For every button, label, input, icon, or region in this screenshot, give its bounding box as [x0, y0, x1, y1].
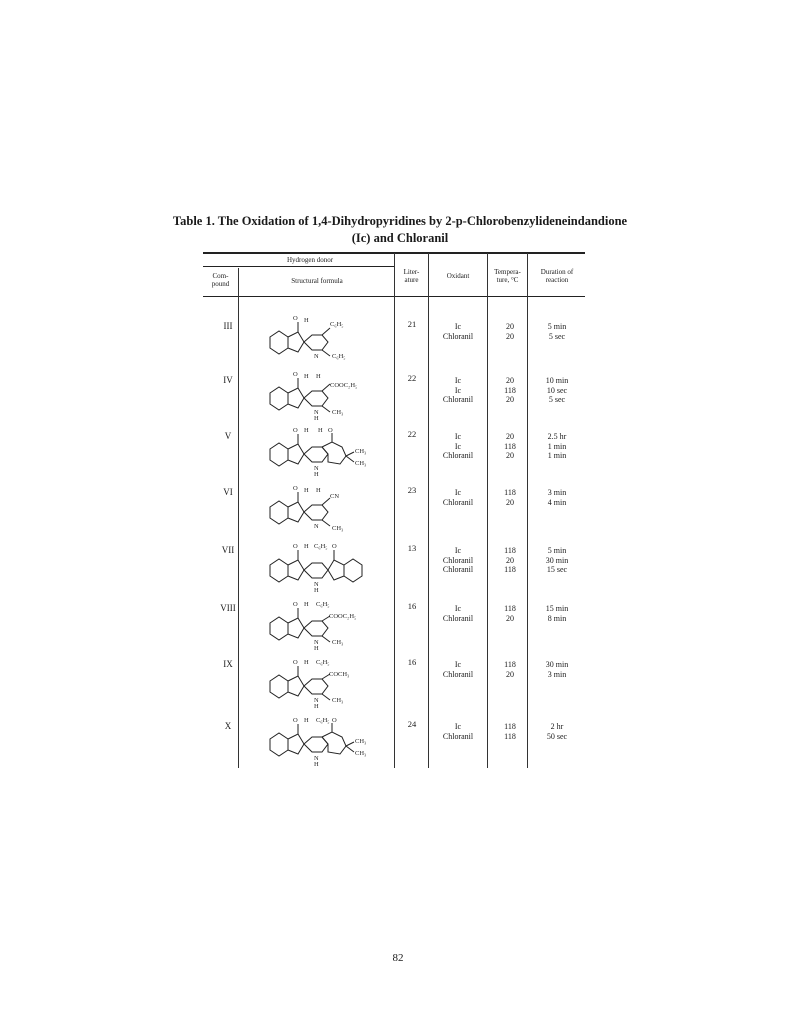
atom-label: N — [314, 755, 319, 762]
oxidant-value: Ic — [454, 546, 462, 555]
temperature-value: 118 — [504, 441, 516, 451]
header-temperature: Tempera- ture, °C — [494, 268, 521, 284]
temperature-value: 118 — [504, 660, 516, 669]
duration-value: 15 sec — [546, 565, 568, 574]
oxidant-list — [428, 722, 488, 741]
duration-list — [527, 604, 587, 623]
atom-label: CN — [330, 493, 340, 500]
oxidant-value: Ic — [454, 660, 462, 669]
temperature-value: 20 — [506, 555, 514, 565]
atom-label: O — [293, 427, 298, 434]
duration-value: 1 min — [547, 441, 567, 451]
temperature-value: 118 — [504, 546, 516, 555]
column-divider-2 — [394, 253, 395, 768]
atom-label: H — [314, 703, 319, 710]
compound-label: VI — [223, 487, 233, 497]
atom-label: CH₃ — [332, 409, 344, 416]
atom-label: H — [316, 487, 321, 494]
oxidant-list — [428, 432, 488, 461]
duration-list — [527, 546, 587, 575]
oxidant-value: Ic — [454, 322, 462, 331]
duration-value: 8 min — [547, 613, 567, 623]
duration-value: 30 min — [545, 555, 569, 565]
duration-value: 5 sec — [548, 395, 566, 404]
header-duration: Duration of reaction — [540, 268, 574, 284]
header-oxidant: Oxidant — [446, 272, 470, 280]
temperature-value: 118 — [504, 385, 516, 395]
temperature-value: 20 — [506, 376, 514, 385]
temperature-value: 20 — [506, 497, 514, 507]
duration-value: 5 sec — [548, 331, 566, 341]
structural-formula — [262, 422, 380, 476]
temperature-value: 20 — [506, 451, 514, 460]
atom-label: H — [316, 373, 321, 380]
duration-list — [527, 322, 587, 341]
duration-value: 15 min — [545, 604, 569, 613]
atom-label: H — [304, 427, 309, 434]
oxidant-list — [428, 604, 488, 623]
oxidant-value: Ic — [454, 604, 462, 613]
atom-label: C₆H₅ — [330, 321, 344, 328]
atom-label: CH₃ — [332, 697, 344, 704]
temperature-value: 118 — [504, 722, 516, 731]
duration-value: 2 hr — [550, 722, 564, 731]
atom-label: H — [314, 471, 319, 478]
duration-list — [527, 722, 587, 741]
atom-label: O — [293, 485, 298, 492]
compound-label: III — [223, 321, 233, 331]
atom-label: N — [314, 465, 319, 472]
atom-label: C₆H₅ — [316, 601, 330, 608]
duration-value: 5 min — [547, 546, 567, 555]
atom-label: O — [293, 543, 298, 550]
atom-label: O — [293, 371, 298, 378]
atom-label: H — [304, 373, 309, 380]
atom-label: H — [304, 659, 309, 666]
oxidant-list — [428, 322, 488, 341]
header-hydrogen-donor: Hydrogen donor — [286, 256, 334, 264]
literature-ref: 13 — [407, 543, 417, 553]
atom-label: N — [314, 523, 319, 530]
atom-label: N — [314, 409, 319, 416]
oxidant-value: Chloranil — [442, 395, 474, 404]
oxidant-value: Ic — [454, 722, 462, 731]
atom-label: CH₃ — [332, 639, 344, 646]
atom-label: COOC₂H₅ — [329, 613, 357, 620]
oxidant-value: Chloranil — [442, 669, 474, 679]
oxidant-value: Ic — [454, 488, 462, 497]
page-number: 82 — [392, 952, 404, 964]
atom-label: O — [293, 717, 298, 724]
atom-label: C₆H₅ — [316, 717, 330, 724]
temperature-value: 20 — [506, 322, 514, 331]
oxidant-value: Chloranil — [442, 451, 474, 460]
atom-label: H — [304, 717, 309, 724]
atom-label: C₆H₅ — [316, 659, 330, 666]
oxidant-value: Chloranil — [442, 555, 474, 565]
temperature-value: 118 — [504, 488, 516, 497]
compound-label: IV — [223, 375, 233, 385]
atom-label: O — [293, 315, 298, 322]
atom-label: CH₃ — [332, 525, 344, 532]
literature-ref: 21 — [407, 319, 417, 329]
temperature-value: 118 — [504, 604, 516, 613]
temperature-value: 20 — [506, 331, 514, 341]
compound-label: IX — [223, 659, 233, 669]
compound-label: VII — [221, 545, 235, 555]
oxidant-list — [428, 376, 488, 405]
atom-label: C₆H₅ — [332, 353, 346, 360]
oxidant-value: Ic — [454, 432, 462, 441]
compound-label: VIII — [220, 603, 236, 613]
duration-list — [527, 376, 587, 405]
oxidant-value: Chloranil — [442, 731, 474, 741]
atom-label: H — [304, 317, 309, 324]
temperature-list — [490, 722, 530, 741]
oxidant-value: Chloranil — [442, 613, 474, 623]
literature-ref: 16 — [407, 601, 417, 611]
atom-label: O — [293, 601, 298, 608]
atom-label: N — [314, 581, 319, 588]
literature-ref: 22 — [407, 429, 417, 439]
oxidant-value: Ic — [454, 441, 462, 451]
structural-formula — [262, 310, 380, 364]
header-literature: Liter- ature — [403, 268, 420, 284]
oxidant-value: Ic — [454, 385, 462, 395]
atom-label: C₆H₅ — [314, 543, 328, 550]
atom-label: O — [332, 543, 337, 550]
atom-label: O — [293, 659, 298, 666]
structural-formula — [262, 712, 380, 766]
caption-line-1: Table 1. The Oxidation of 1,4-Dihydropyridines by 2-p-Chlorobenzylideneindandione — [172, 214, 628, 228]
oxidant-list — [428, 546, 488, 575]
atom-label: O — [328, 427, 333, 434]
hydrogen-donor-underline — [203, 266, 394, 267]
compound-label: V — [224, 431, 232, 441]
duration-list — [527, 660, 587, 679]
duration-value: 3 min — [547, 488, 567, 497]
duration-value: 50 sec — [546, 731, 568, 741]
atom-label: H — [314, 645, 319, 652]
caption-line-2: (Ic) and Chloranil — [351, 231, 449, 245]
oxidant-list — [428, 488, 488, 507]
atom-label: CH₃ — [355, 750, 367, 757]
temperature-list — [490, 546, 530, 575]
temperature-value: 20 — [506, 432, 514, 441]
atom-label: H — [304, 543, 309, 550]
structural-formula — [262, 654, 380, 708]
atom-label: COOC₂H₅ — [330, 382, 358, 389]
atom-label: CH₃ — [355, 448, 367, 455]
oxidant-value: Chloranil — [442, 331, 474, 341]
temperature-list — [490, 322, 530, 341]
temperature-value: 20 — [506, 395, 514, 404]
temperature-list — [490, 376, 530, 405]
duration-value: 3 min — [547, 669, 567, 679]
literature-ref: 24 — [407, 719, 417, 729]
duration-value: 5 min — [547, 322, 567, 331]
oxidant-value: Chloranil — [442, 497, 474, 507]
atom-label: N — [314, 697, 319, 704]
atom-label: H — [314, 761, 319, 768]
oxidant-value: Ic — [454, 376, 462, 385]
temperature-list — [490, 660, 530, 679]
duration-value: 30 min — [545, 660, 569, 669]
oxidant-value: Chloranil — [442, 565, 474, 574]
temperature-value: 20 — [506, 669, 514, 679]
temperature-value: 118 — [504, 565, 516, 574]
atom-label: CH₃ — [355, 460, 367, 467]
atom-label: O — [332, 717, 337, 724]
duration-value: 2.5 hr — [547, 432, 567, 441]
atom-label: N — [314, 639, 319, 646]
literature-ref: 23 — [407, 485, 417, 495]
duration-value: 1 min — [547, 451, 567, 460]
duration-value: 10 sec — [546, 385, 568, 395]
temperature-value: 20 — [506, 613, 514, 623]
structural-formula — [262, 538, 380, 592]
compound-label: X — [224, 721, 232, 731]
structural-formula — [262, 596, 380, 650]
literature-ref: 16 — [407, 657, 417, 667]
structural-formula — [262, 366, 380, 420]
atom-label: H — [314, 587, 319, 594]
atom-label: H — [314, 415, 319, 422]
header-compound: Com- pound — [211, 272, 230, 288]
atom-label: N — [314, 353, 319, 360]
column-divider-1 — [238, 268, 239, 768]
duration-value: 4 min — [547, 497, 567, 507]
temperature-list — [490, 604, 530, 623]
oxidant-list — [428, 660, 488, 679]
table-caption — [150, 213, 650, 247]
header-structural-formula: Structural formula — [291, 277, 343, 285]
temperature-value: 118 — [504, 731, 516, 741]
atom-label: CH₃ — [355, 738, 367, 745]
atom-label: H — [318, 427, 323, 434]
duration-value: 10 min — [545, 376, 569, 385]
atom-label: H — [304, 601, 309, 608]
temperature-list — [490, 488, 530, 507]
duration-list — [527, 488, 587, 507]
duration-list — [527, 432, 587, 461]
structural-formula — [262, 480, 380, 534]
atom-label: H — [304, 487, 309, 494]
temperature-list — [490, 432, 530, 461]
literature-ref: 22 — [407, 373, 417, 383]
atom-label: COCH₃ — [329, 671, 350, 678]
